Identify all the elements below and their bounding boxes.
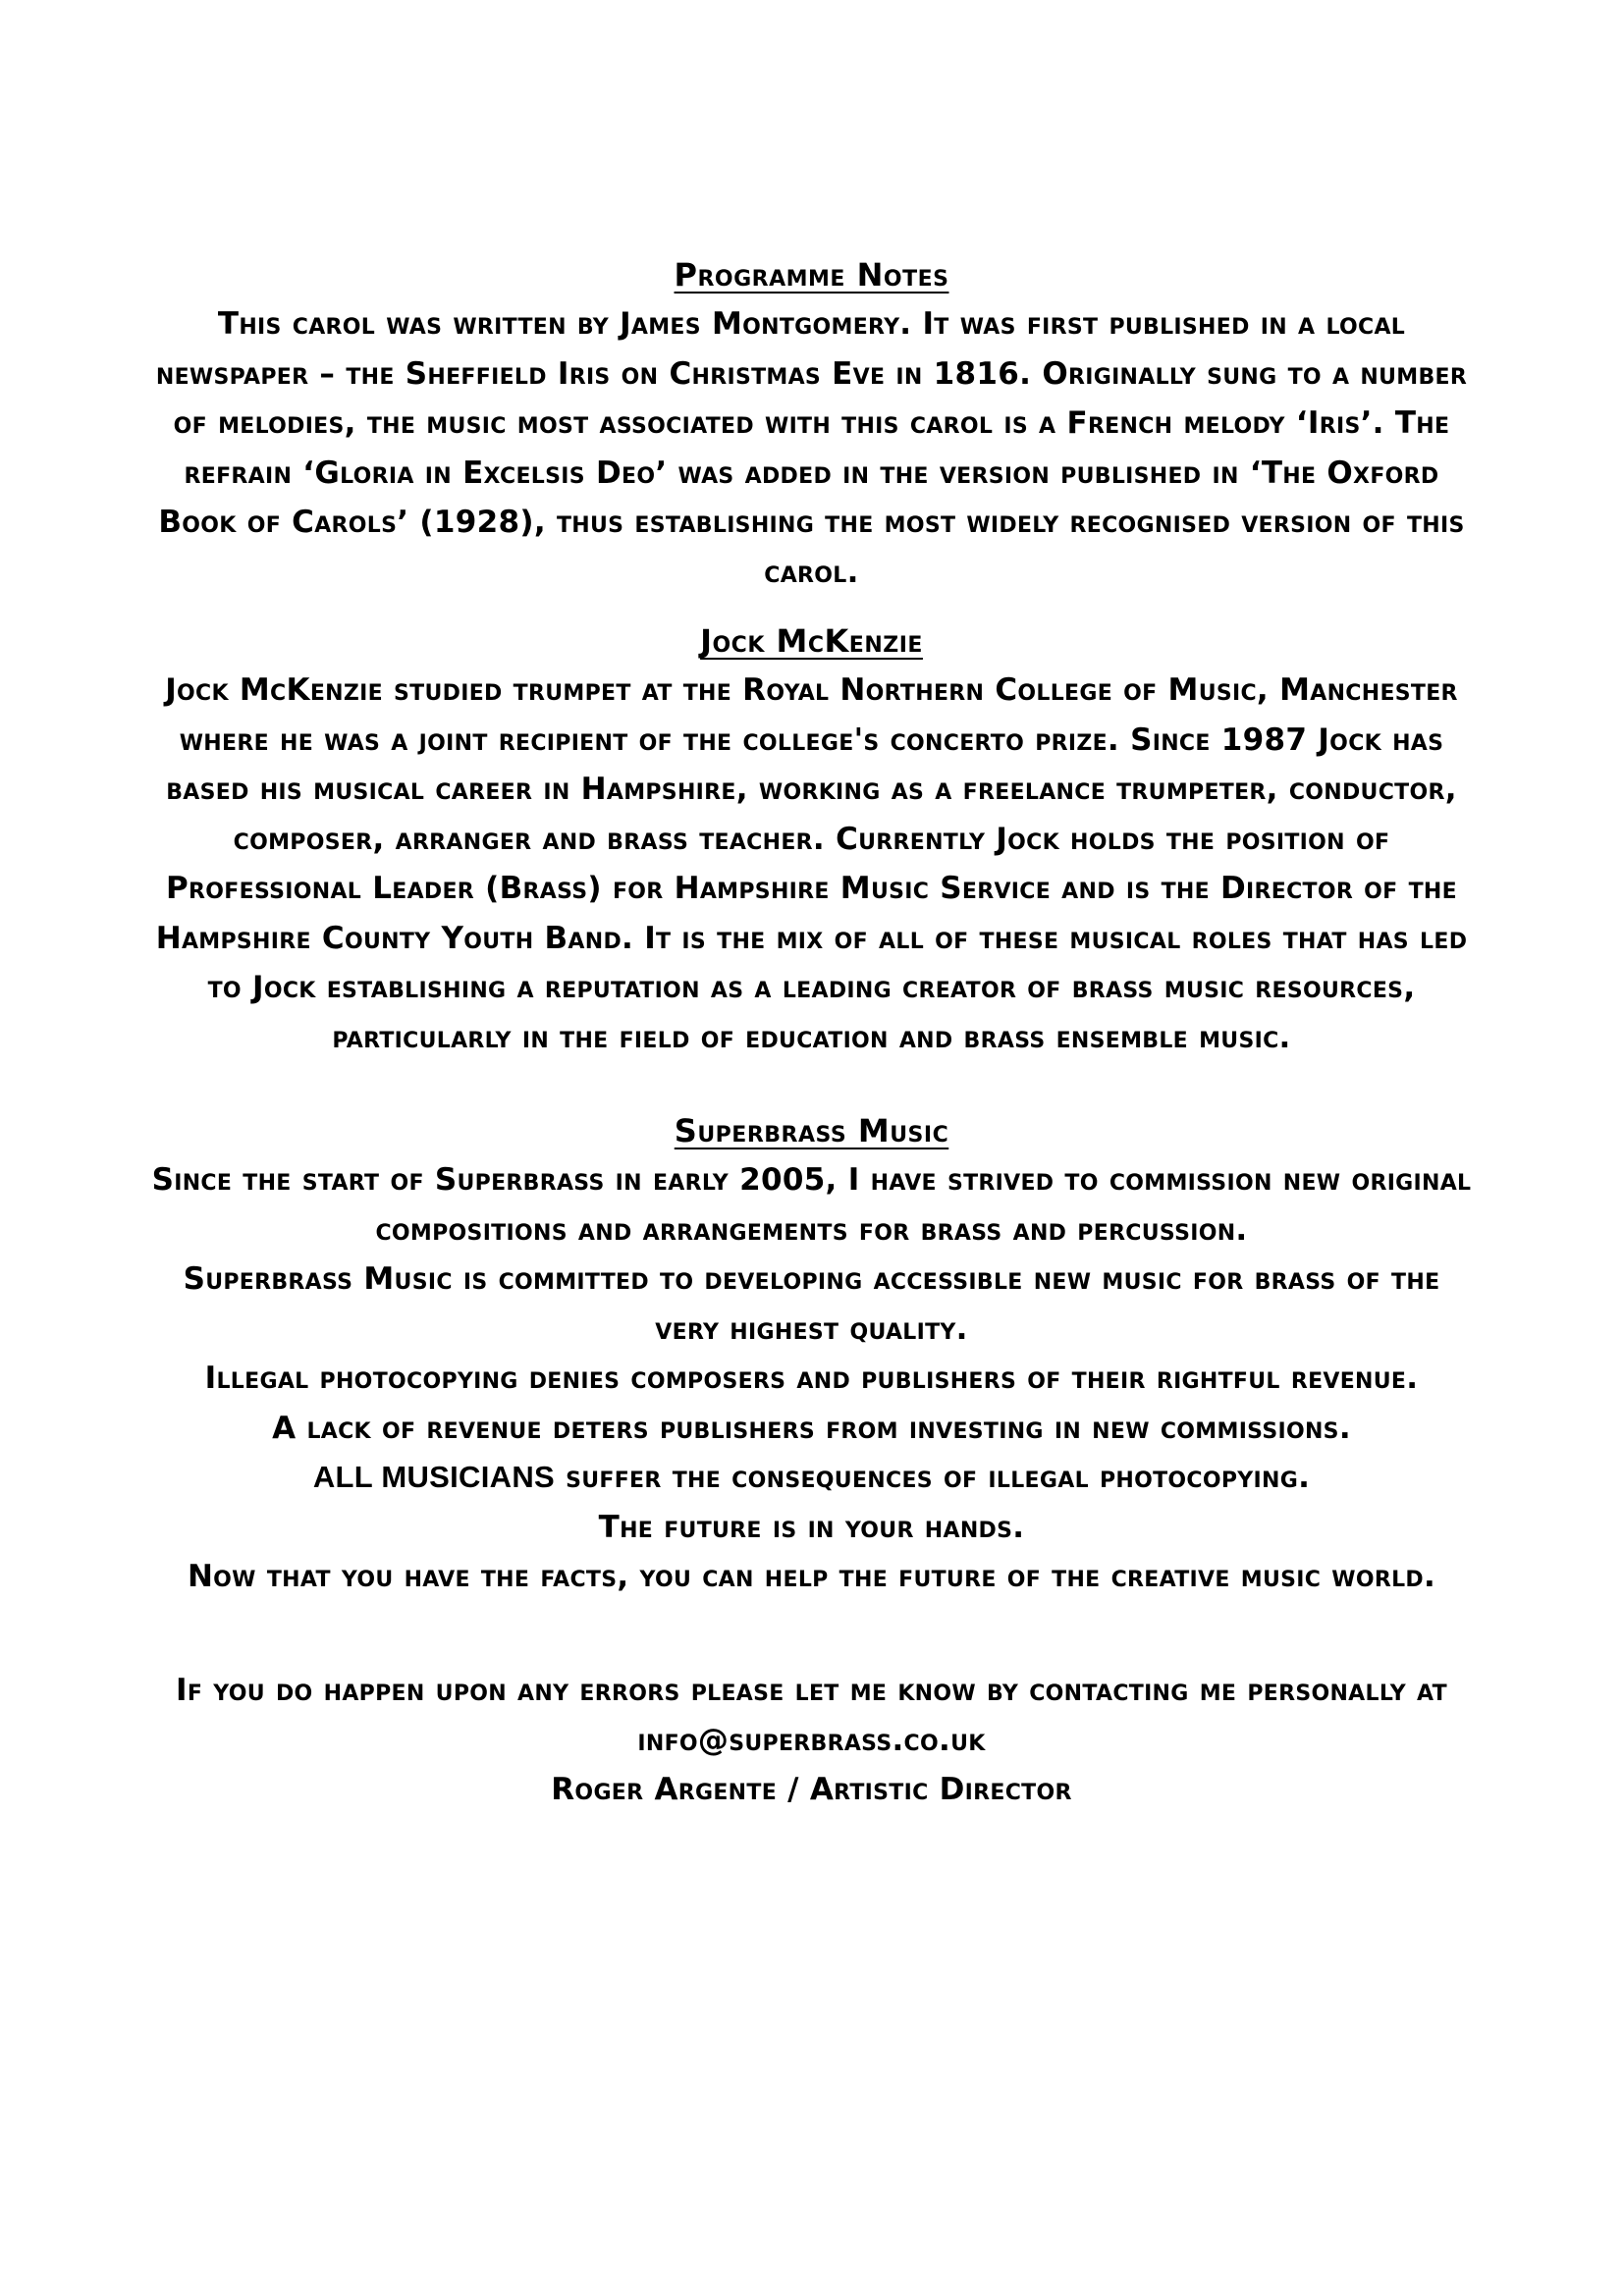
jock-mckenzie-section [147,616,1476,1062]
photocopying-line: Illegal photocopying denies composers and publishers of their rightful revenue. [204,1361,1419,1396]
superbrass-commitment-paragraph: Superbrass Music is committed to developing accessible new music for brass of the very highest quality. [183,1261,1440,1347]
superbrass-music-section [147,1106,1476,1602]
future-line: The future is in your hands. [598,1509,1025,1545]
programme-notes-heading: Programme Notes [674,256,949,294]
programme-notes-section [147,250,1476,597]
contact-email-link[interactable]: info@superbrass.co.uk [637,1722,986,1758]
errors-text: If you do happen upon any errors please let me know by contacting me personally at [176,1673,1447,1708]
musicians-line-rest: suffer the consequences of illegal photocopying. [555,1460,1311,1495]
contact-footer [147,1666,1476,1815]
musicians-line [147,1453,1476,1503]
superbrass-commission-paragraph: Since the start of Superbrass in early 2005, I have strived to commission new original compositions and arrangements for brass and percussion. [151,1162,1472,1248]
jock-mckenzie-heading: Jock McKenzie [700,622,923,660]
signature: Roger Argente / Artistic Director [551,1772,1072,1807]
facts-line: Now that you have the facts, you can help the future of the creative music world. [187,1559,1436,1594]
programme-notes-body: This carol was written by James Montgomery. It was first published in a local newspaper – the Sheffield Iris on Christmas Eve in 1816. Originally sung to a number of melodies, the music most associated with this carol is a French melody ‘Iris’. The refrain ‘Gloria in Excelsis Deo’ was added in the version published in ‘The Oxford Book of Carols’ (1928), thus establishing the most widely recognised version of this carol. [155,306,1468,590]
superbrass-music-heading: Superbrass Music [674,1112,949,1149]
revenue-line: A lack of revenue deters publishers from investing in new commissions. [272,1410,1351,1446]
jock-mckenzie-body: Jock McKenzie studied trumpet at the Royal Northern College of Music, Manchester where he was a joint recipient of the college's concerto prize. Since 1987 Jock has based his musical career in Hampshire, working as a freelance trumpeter, conductor, composer, arranger and brass teacher. Currently Jock holds the position of Professional Leader (Brass) for Hampshire Music Service and is the Director of the Hampshire County Youth Band. It is the mix of all of these musical roles that has led to Jock establishing a reputation as a leading creator of brass music resources, particularly in the field of education and brass ensemble music. [155,672,1468,1055]
all-musicians-emphasis: ALL MUSICIANS [312,1460,555,1494]
